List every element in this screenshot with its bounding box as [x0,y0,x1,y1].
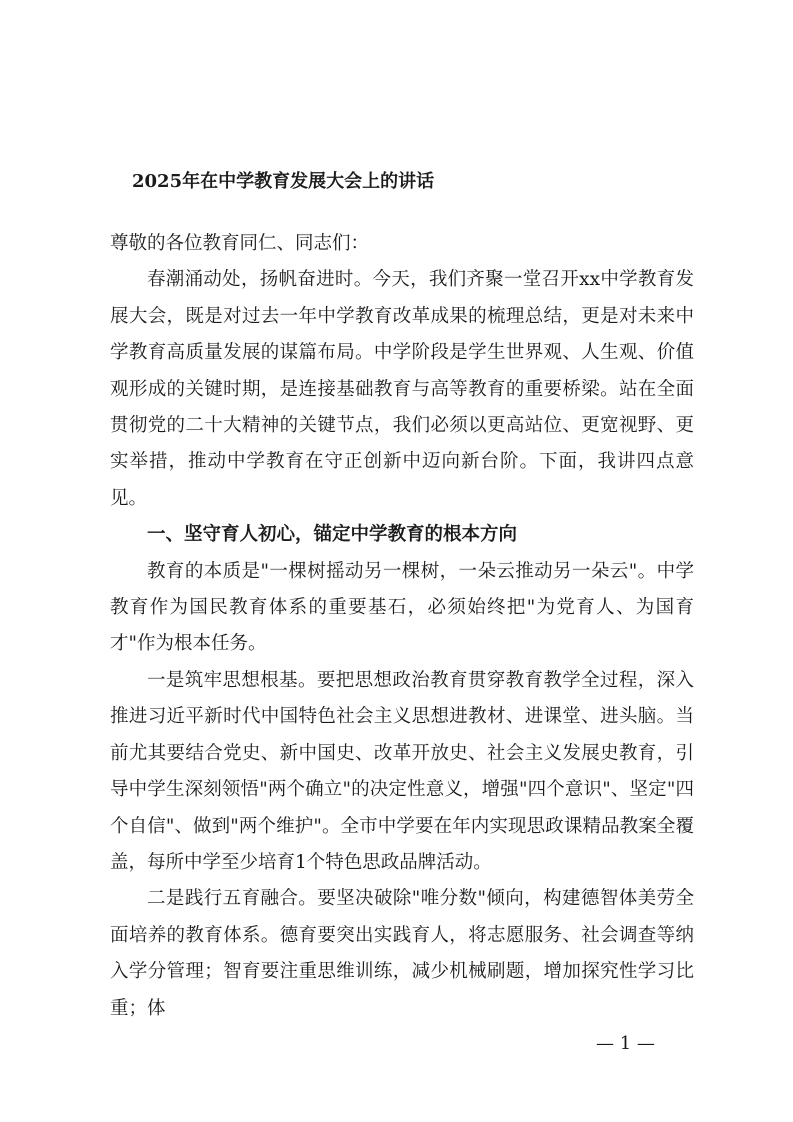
page-number: — 1 — [596,1033,655,1054]
paragraph-point-1: 一是筑牢思想根基。要把思想政治教育贯穿教育教学全过程，深入推进习近平新时代中国特色社会主义思想进教材、进课堂、进头脑。当前尤其要结合党史、新中国史、改革开放史、社会主义发展史教育，引导中学生深刻领悟"两个确立"的决定性意义，增强"四个意识"、坚定"四个自信"、做到"两个维护"。全市中学要在年内实现思政课精品教案全覆盖，每所中学至少培育1个特色思政品牌活动。 [110,669,694,873]
paragraph-point-2: 二是践行五育融合。要坚决破除"唯分数"倾向，构建德智体美劳全面培养的教育体系。德育要突出实践育人，将志愿服务、社会调查等纳入学分管理；智育要注重思维训练，减少机械刷题，增加探究性学习比重；体 [110,888,694,1019]
salutation: 尊敬的各位教育同仁、同志们： [110,233,370,254]
paragraph-intro: 春潮涌动处，扬帆奋进时。今天，我们齐聚一堂召开xx中学教育发展大会，既是对过去一年中学教育改革成果的梳理总结，更是对未来中学教育高质量发展的谋篇布局。中学阶段是学生世界观、人生观、价值观形成的关键时期，是连接基础教育与高等教育的重要桥梁。站在全面贯彻党的二十大精神的关键节点，我们必须以更高站位、更宽视野、更实举措，推动中学教育在守正创新中迈向新台阶。下面，我讲四点意见。 [110,269,694,509]
paragraph-section-1-intro: 教育的本质是"一棵树摇动另一棵树，一朵云推动另一朵云"。中学教育作为国民教育体系的重要基石，必须始终把"为党育人、为国育才"作为根本任务。 [110,560,694,655]
document-title: 2025年在中学教育发展大会上的讲话 [132,171,435,192]
document-body [110,226,694,1027]
section-heading-1: 一、坚守育人初心，锚定中学教育的根本方向 [147,524,518,546]
